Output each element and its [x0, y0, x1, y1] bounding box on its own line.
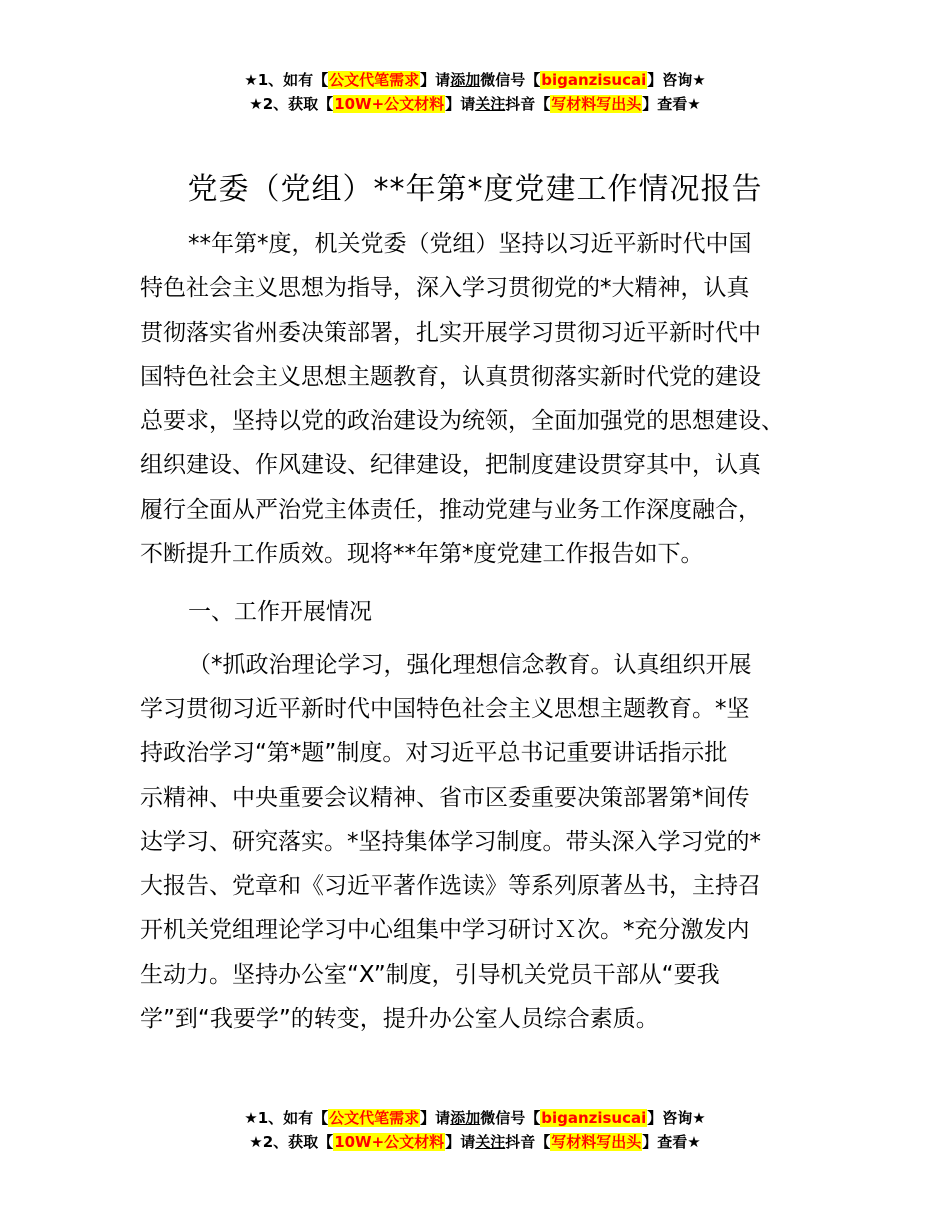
banner-text: 抖音【 — [505, 95, 551, 113]
text-line: 不断提升工作质效。现将**年第*度党建工作报告如下。 — [140, 541, 704, 568]
document-body — [140, 222, 820, 1041]
banner-text: 】请 — [420, 71, 451, 89]
underlined-text: 关注 — [475, 1133, 506, 1151]
text-line: 贯彻落实省州委决策部署，扎实开展学习贯彻习近平新时代中 — [140, 319, 761, 346]
banner-text: 】咨询★ — [647, 1109, 706, 1127]
highlight-wechat-id: biganzisucai — [541, 71, 647, 89]
banner-text: 】请 — [420, 1109, 451, 1127]
banner-text: 抖音【 — [505, 1133, 551, 1151]
promo-banner-bottom — [0, 1106, 950, 1154]
banner-text: 】咨询★ — [647, 71, 706, 89]
banner-text: 】查看★ — [642, 95, 701, 113]
section-heading: 一、工作开展情况 — [188, 599, 372, 626]
banner-line-1 — [0, 68, 950, 92]
highlight-douyin-account: 写材料写出头 — [551, 95, 642, 113]
highlight-wechat-id: biganzisucai — [541, 1109, 647, 1127]
banner-text: 】请 — [445, 1133, 476, 1151]
text-line: 学”到“我要学”的转变，提升办公室人员综合素质。 — [140, 1006, 659, 1033]
text-line: 大报告、党章和《习近平著作选读》等系列原著丛书，主持召 — [140, 873, 761, 900]
highlight-douyin-account: 写材料写出头 — [551, 1133, 642, 1151]
banner-text: 】请 — [445, 95, 476, 113]
banner-line-2 — [0, 92, 950, 116]
banner-line-2 — [0, 1130, 950, 1154]
text-line: 总要求，坚持以党的政治建设为统领，全面加强党的思想建设、 — [140, 408, 784, 435]
highlight-service: 公文代笔需求 — [329, 1109, 420, 1127]
text-line: 履行全面从严治党主体责任，推动党建与业务工作深度融合， — [140, 496, 761, 523]
highlight-materials: 10W+公文材料 — [334, 1133, 445, 1151]
banner-text: ★1、如有【 — [244, 1109, 329, 1127]
text-line: 国特色社会主义思想主题教育，认真贯彻落实新时代党的建设 — [140, 363, 761, 390]
text-line: 组织建设、作风建设、纪律建设，把制度建设贯穿其中，认真 — [140, 452, 761, 479]
document-title: 党委（党组）**年第*度党建工作情况报告 — [187, 172, 763, 207]
banner-text: 】查看★ — [642, 1133, 701, 1151]
text-line: （*抓政治理论学习，强化理想信念教育。认真组织开展 — [188, 651, 752, 678]
text-line: 达学习、研究落实。*坚持集体学习制度。带头深入学习党的* — [140, 828, 761, 855]
underlined-text: 关注 — [475, 95, 506, 113]
text-line: 开机关党组理论学习中心组集中学习研讨Ｘ次。*充分激发内 — [140, 917, 750, 944]
text-line: 特色社会主义思想为指导，深入学习贯彻党的*大精神，认真 — [140, 275, 750, 302]
text-line: 示精神、中央重要会议精神、省市区委重要决策部署第*间传 — [140, 784, 750, 811]
highlight-materials: 10W+公文材料 — [334, 95, 445, 113]
text-line: 生动力。坚持办公室“X”制度，引导机关党员干部从“要我 — [140, 961, 720, 988]
text-line: 持政治学习“第*题”制度。对习近平总书记重要讲话指示批 — [140, 740, 728, 767]
underlined-text: 添加 — [450, 71, 481, 89]
text-line: 学习贯彻习近平新时代中国特色社会主义思想主题教育。*坚 — [140, 695, 750, 722]
text-line: **年第*度，机关党委（党组）坚持以习近平新时代中国 — [188, 231, 752, 257]
underlined-text: 添加 — [450, 1109, 481, 1127]
banner-text: 微信号【 — [480, 1109, 541, 1127]
banner-text: ★2、获取【 — [249, 1133, 334, 1151]
promo-banner-top — [0, 68, 950, 116]
highlight-service: 公文代笔需求 — [329, 71, 420, 89]
banner-text: 微信号【 — [480, 71, 541, 89]
paragraph-intro — [140, 222, 820, 576]
banner-line-1 — [0, 1106, 950, 1130]
paragraph-political-study — [140, 643, 820, 1042]
banner-text: ★2、获取【 — [249, 95, 334, 113]
banner-text: ★1、如有【 — [244, 71, 329, 89]
